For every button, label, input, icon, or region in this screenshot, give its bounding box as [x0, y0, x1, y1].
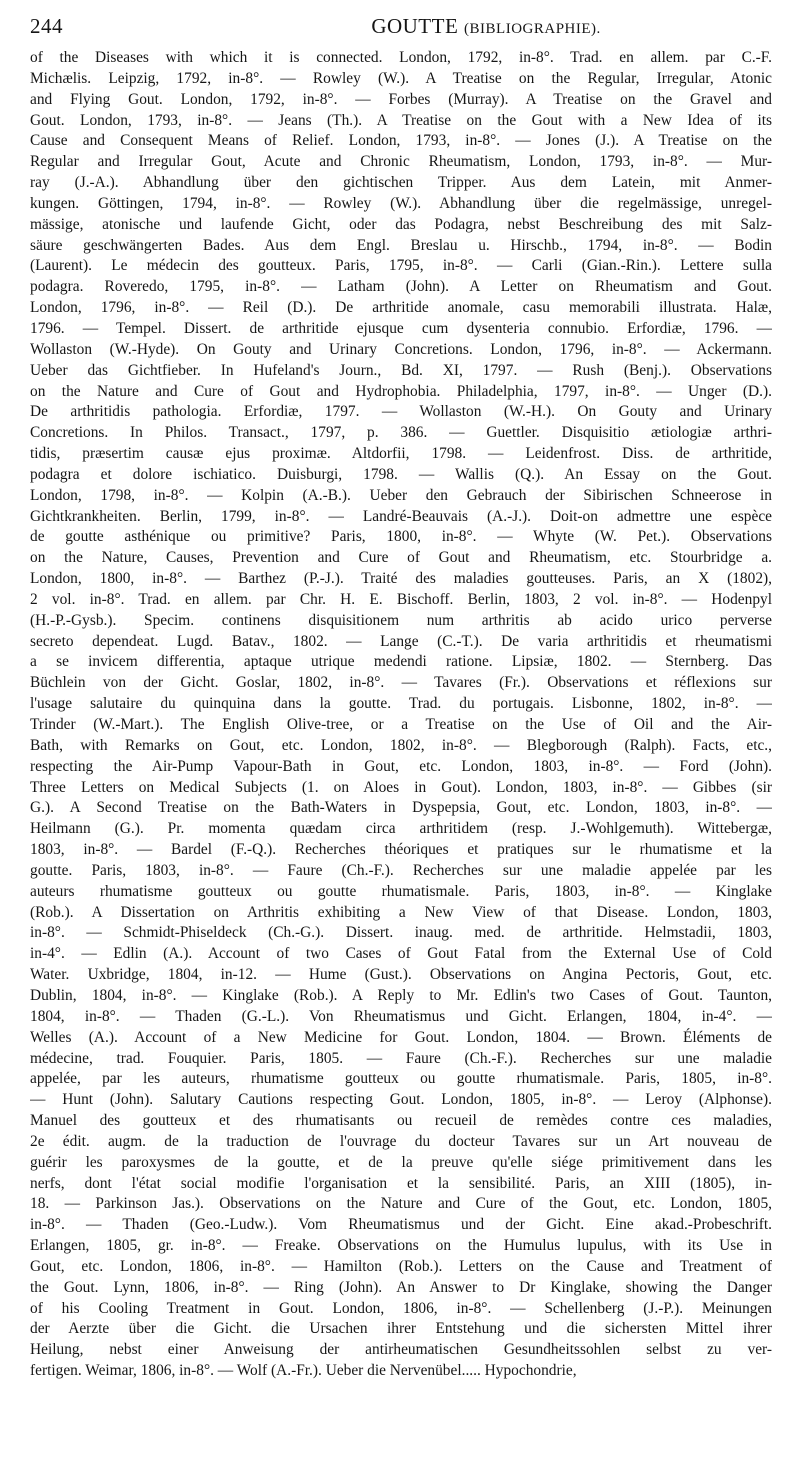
text-line: podagra et dolore ischiatico. Duisburgi, 1798. — Wallis (Q.). An Essay on the Gout. — [30, 465, 772, 483]
text-line: Büchlein von der Gicht. Goslar, 1802, in-8°. — Tavares (Fr.). Observations et réflexions sur — [30, 674, 772, 692]
page-number: 244 — [30, 14, 63, 38]
running-title-sub: (BIBLIOGRAPHIE). — [464, 21, 601, 37]
text-line: (H.-P.-Gysb.). Specim. continens disquisitionem num arthritis ab acido urico perverse — [30, 611, 772, 629]
text-line: London, 1800, in-8°. — Barthez (P.-J.). Traité des maladies goutteuses. Paris, an X (1802), — [30, 570, 772, 588]
text-line: on the Nature, Causes, Prevention and Cure of Gout and Rheumatism, etc. Stourbridge a. — [30, 549, 772, 567]
text-line: secreto dependeat. Lugd. Batav., 1802. — Lange (C.-T.). De varia arthritidis et rheumatismi — [30, 632, 772, 650]
text-line: Welles (A.). Account of a New Medicine for Gout. London, 1804. — Brown. Éléments de — [30, 1028, 772, 1046]
text-line: in-4°. — Edlin (A.). Account of two Cases of Gout Fatal from the External Use of Cold — [30, 945, 772, 963]
text-line: 1803, in-8°. — Bardel (F.-Q.). Recherches théoriques et pratiques sur le rhumatisme et la — [30, 841, 772, 859]
text-line: Three Letters on Medical Subjects (1. on Aloes in Gout). London, 1803, in-8°. — Gibbes (sir — [30, 778, 772, 796]
text-line: 1796. — Tempel. Dissert. de arthritide ejusque cum dysenteria connubio. Erfordiæ, 1796. — — [30, 319, 772, 337]
text-line: tidis, præsertim causæ ejus proximæ. Altdorfii, 1798. — Leidenfrost. Diss. de arthritide, — [30, 445, 772, 463]
text-line: podagra. Roveredo, 1795, in-8°. — Latham (John). A Letter on Rheumatism and Gout. — [30, 278, 772, 296]
text-line: respecting the Air-Pump Vapour-Bath in Gout, etc. London, 1803, in-8°. — Ford (John). — [30, 757, 772, 775]
text-line: Gichtkrankheiten. Berlin, 1799, in-8°. — Landré-Beauvais (A.-J.). Doit-on admettre une espèce — [30, 507, 772, 525]
text-line: Gout. London, 1793, in-8°. — Jeans (Th.). A Treatise on the Gout with a New Idea of its — [30, 111, 772, 129]
text-line: (Rob.). A Dissertation on Arthritis exhibiting a New View of that Disease. London, 1803, — [30, 903, 772, 921]
text-line: Bath, with Remarks on Gout, etc. London, 1802, in-8°. — Blegborough (Ralph). Facts, etc., — [30, 736, 772, 754]
text-line: in-8°. — Thaden (Geo.-Ludw.). Vom Rheumatismus und der Gicht. Eine akad.-Probeschrift. — [30, 1216, 772, 1234]
text-line: Trinder (W.-Mart.). The English Olive-tree, or a Treatise on the Use of Oil and the Air- — [30, 716, 772, 733]
text-line: appelée, par les auteurs, rhumatisme goutteux ou goutte rhumatismale. Paris, 1805, in-8°. — [30, 1070, 772, 1088]
bibliography-body — [30, 48, 772, 1382]
text-line: (Laurent). Le médecin des goutteux. Paris, 1795, in-8°. — Carli (Gian.-Rin.). Lettere sulla — [30, 257, 772, 275]
text-line: on the Nature and Cure of Gout and Hydrophobia. Philadelphia, 1797, in-8°. — Unger (D.). — [30, 382, 772, 400]
text-line: 1804, in-8°. — Thaden (G.-L.). Von Rheumatismus und Gicht. Erlangen, 1804, in-4°. — — [30, 1007, 772, 1025]
text-line: médecine, trad. Fouquier. Paris, 1805. — Faure (Ch.-F.). Recherches sur une maladie — [30, 1049, 772, 1067]
text-line: the Gout. Lynn, 1806, in-8°. — Ring (John). An Answer to Dr Kinglake, showing the Danger — [30, 1278, 772, 1296]
page-header — [30, 14, 772, 48]
text-line: in-8°. — Schmidt-Phiseldeck (Ch.-G.). Dissert. inaug. med. de arthritide. Helmstadii, 1803, — [30, 924, 772, 942]
text-line: Michælis. Leipzig, 1792, in-8°. — Rowley (W.). A Treatise on the Regular, Irregular, Atonic — [30, 69, 772, 87]
document-page — [30, 14, 772, 1382]
text-line: London, 1798, in-8°. — Kolpin (A.-B.). Ueber den Gebrauch der Sibirischen Schneerose in — [30, 486, 772, 504]
text-line: säure geschwängerten Bades. Aus dem Engl. Breslau u. Hirschb., 1794, in-8°. — Bodin — [30, 236, 772, 254]
text-line: fertigen. Weimar, 1806, in-8°. — Wolf (A.-Fr.). Ueber die Nervenübel..... Hypochondrie, — [30, 1362, 577, 1380]
text-line: Regular and Irregular Gout, Acute and Chronic Rheumatism, London, 1793, in-8°. — Mur- — [30, 153, 772, 171]
text-line: der Aerzte über die Gicht. die Ursachen ihrer Entstehung und die sichersten Mittel ihrer — [30, 1320, 772, 1338]
text-line: nerfs, dont l'état social modifie l'organisation et la sensibilité. Paris, an XIII (1805), in- — [30, 1174, 772, 1192]
text-line: 2 vol. in-8°. Trad. en allem. par Chr. H. E. Bischoff. Berlin, 1803, 2 vol. in-8°. — Hodenpyl — [30, 590, 772, 608]
text-line: Erlangen, 1805, gr. in-8°. — Freake. Observations on the Humulus lupulus, with its Use in — [30, 1237, 772, 1255]
text-line: of the Diseases with which it is connected. London, 1792, in-8°. Trad. en allem. par C.-F. — [30, 49, 772, 66]
text-line: Concretions. In Philos. Transact., 1797, p. 386. — Guettler. Disquisitio ætiologiæ arthri- — [30, 424, 772, 442]
running-title-main: GOUTTE — [371, 14, 459, 38]
text-line: Gout, etc. London, 1806, in-8°. — Hamilton (Rob.). Letters on the Cause and Treatment of — [30, 1257, 772, 1275]
text-line: Ueber das Gichtfieber. In Hufeland's Journ., Bd. XI, 1797. — Rush (Benj.). Observations — [30, 361, 772, 379]
running-title — [371, 14, 600, 39]
text-line: London, 1796, in-8°. — Reil (D.). De arthritide anomale, casu memorabili illustrata. Halæ, — [30, 299, 772, 317]
text-line: — Hunt (John). Salutary Cautions respecting Gout. London, 1805, in-8°. — Leroy (Alphonse). — [30, 1091, 772, 1109]
text-line: auteurs rhumatisme goutteux ou goutte rhumatismale. Paris, 1803, in-8°. — Kinglake — [30, 882, 772, 900]
text-line: mässige, atonische und laufende Gicht, oder das Podagra, nebst Beschreibung des mit Salz- — [30, 215, 772, 233]
text-line: G.). A Second Treatise on the Bath-Waters in Dyspepsia, Gout, etc. London, 1803, in-8°. — — [30, 799, 772, 817]
text-line: kungen. Göttingen, 1794, in-8°. — Rowley (W.). Abhandlung über die regelmässige, unregel- — [30, 194, 772, 212]
text-line: Water. Uxbridge, 1804, in-12. — Hume (Gust.). Observations on Angina Pectoris, Gout, etc. — [30, 966, 772, 984]
text-line: Wollaston (W.-Hyde). On Gouty and Urinary Concretions. London, 1796, in-8°. — Ackermann. — [30, 340, 772, 358]
text-line: Cause and Consequent Means of Relief. London, 1793, in-8°. — Jones (J.). A Treatise on the — [30, 132, 772, 150]
text-line: 18. — Parkinson Jas.). Observations on the Nature and Cure of the Gout, etc. London, 1805, — [30, 1195, 772, 1213]
text-line: and Flying Gout. London, 1792, in-8°. — Forbes (Murray). A Treatise on the Gravel and — [30, 90, 772, 108]
text-line: Dublin, 1804, in-8°. — Kinglake (Rob.). A Reply to Mr. Edlin's two Cases of Gout. Taunton, — [30, 986, 772, 1004]
text-line: a se invicem differentia, aptaque utrique medendi ratione. Lipsiæ, 1802. — Sternberg. Das — [30, 653, 772, 671]
text-line: Heilung, nebst einer Anweisung der antirheumatischen Gesundheitssohlen selbst zu ver- — [30, 1341, 772, 1359]
text-line: l'usage salutaire du quinquina dans la goutte. Trad. du portugais. Lisbonne, 1802, in-8°. — — [30, 695, 772, 713]
text-line: goutte. Paris, 1803, in-8°. — Faure (Ch.-F.). Recherches sur une maladie appelée par les — [30, 861, 772, 879]
text-line: guérir les paroxysmes de la goutte, et de la preuve qu'elle siége primitivement dans les — [30, 1153, 772, 1171]
text-line: Manuel des goutteux et des rhumatisants ou recueil de remèdes contre ces maladies, — [30, 1112, 772, 1130]
text-line: De arthritidis pathologia. Erfordiæ, 1797. — Wollaston (W.-H.). On Gouty and Urinary — [30, 403, 772, 421]
text-line: Heilmann (G.). Pr. momenta quædam circa arthritidem (resp. J.-Wohlgemuth). Wittebergæ, — [30, 820, 772, 838]
text-line: de goutte asthénique ou primitive? Paris, 1800, in-8°. — Whyte (W. Pet.). Observations — [30, 528, 772, 546]
text-line: ray (J.-A.). Abhandlung über den gichtischen Tripper. Aus dem Latein, mit Anmer- — [30, 174, 772, 192]
text-line: of his Cooling Treatment in Gout. London, 1806, in-8°. — Schellenberg (J.-P.). Meinungen — [30, 1299, 772, 1317]
text-line: 2e édit. augm. de la traduction de l'ouvrage du docteur Tavares sur un Art nouveau de — [30, 1132, 772, 1150]
